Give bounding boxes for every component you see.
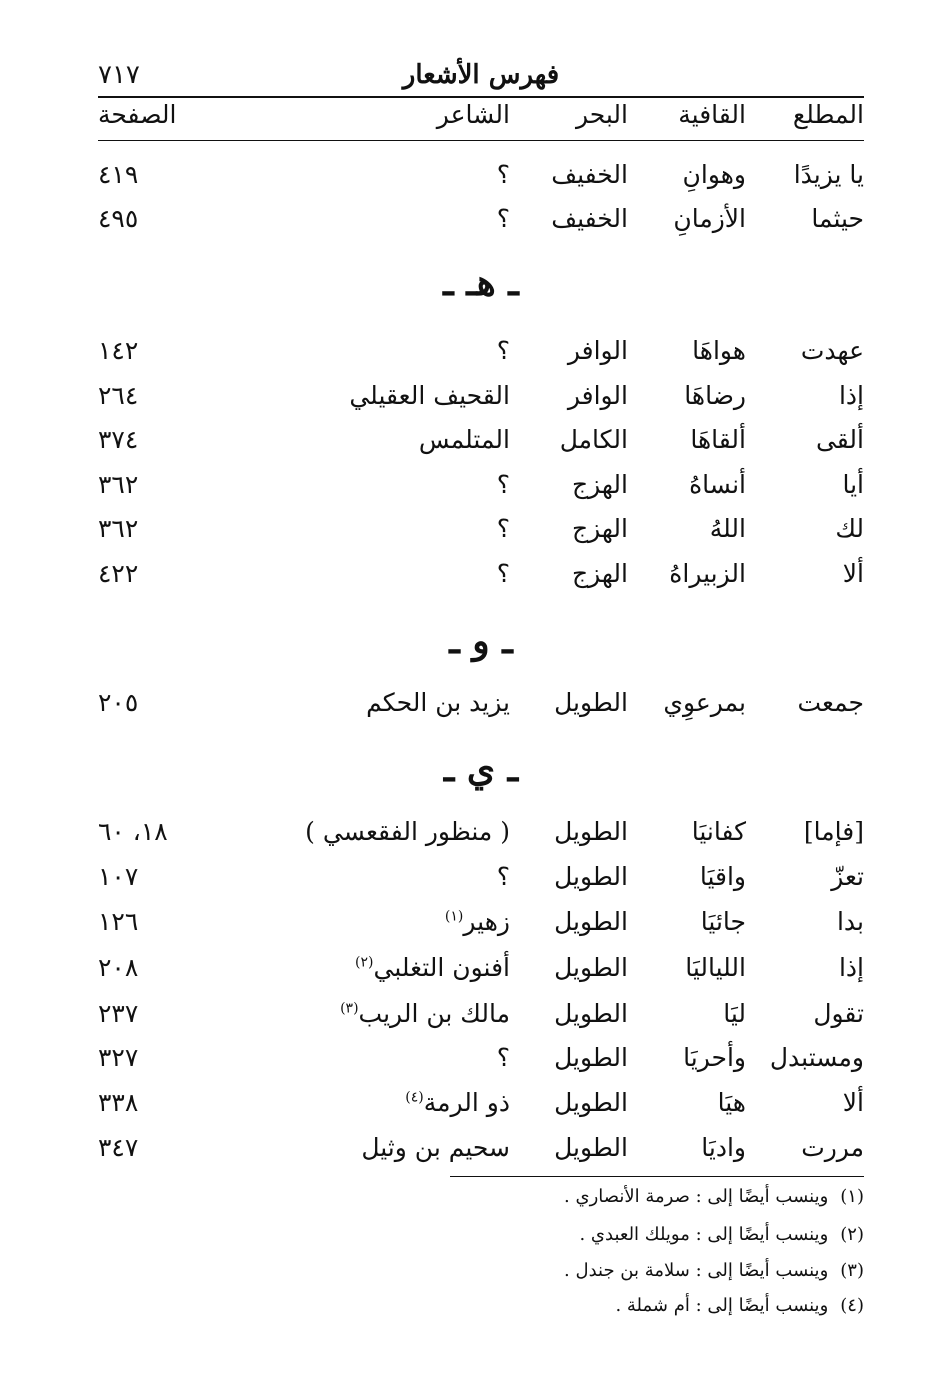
poet-name: زهير	[463, 907, 510, 936]
column-header-matla: المطلع	[792, 100, 864, 129]
page-cell: ١٢٦	[98, 907, 139, 936]
bahr-cell: الطويل	[554, 953, 628, 982]
page-cell: ٢٣٧	[98, 999, 139, 1028]
qafia-cell: ألقاهَا	[690, 425, 746, 454]
bahr-cell: الطويل	[554, 907, 628, 936]
footnote	[364, 1186, 864, 1214]
poet-cell: ؟	[496, 514, 510, 543]
table-row	[98, 953, 864, 997]
table-row	[98, 470, 864, 514]
matla-cell: ألا	[842, 559, 864, 588]
table-row	[98, 425, 864, 469]
qafia-cell: الزبيراهُ	[669, 559, 746, 588]
poet-cell: ؟	[496, 559, 510, 588]
qafia-cell: أنساهُ	[689, 470, 746, 499]
bahr-cell: الخفيف	[551, 204, 628, 233]
section-heading-ha: ـ هـ ـ	[443, 262, 519, 304]
poet-cell: ( منظور الفقعسي )	[305, 817, 510, 846]
footnote-number: (٤)	[840, 1295, 864, 1316]
qafia-cell: كفانيَا	[691, 817, 746, 846]
matla-cell: مررت	[801, 1133, 864, 1162]
matla-cell: أيا	[842, 470, 864, 499]
bahr-cell: الطويل	[554, 688, 628, 717]
footnote-ref: (٤)	[405, 1089, 424, 1106]
qafia-cell: اللهُ	[709, 514, 746, 543]
qafia-cell: هيَا	[717, 1088, 746, 1117]
poet-cell	[445, 907, 510, 936]
page-cell: ٣٦٢	[98, 514, 139, 543]
table-row	[98, 336, 864, 380]
qafia-cell: ليَا	[723, 999, 746, 1028]
footnote-ref: (٣)	[340, 1000, 359, 1017]
page-cell: ٢٦٤	[98, 381, 139, 410]
page-cell: ٤٩٥	[98, 204, 139, 233]
footnote	[364, 1260, 864, 1288]
footnote-number: (١)	[840, 1186, 864, 1207]
poet-cell	[355, 953, 510, 982]
page-cell: ١٨، ٦٠	[98, 817, 168, 846]
table-row	[98, 514, 864, 558]
page-cell: ٣٦٢	[98, 470, 139, 499]
table-row	[98, 1133, 864, 1177]
bahr-cell: الوافر	[567, 336, 628, 365]
qafia-cell: هواهَا	[692, 336, 746, 365]
bahr-cell: الطويل	[554, 1088, 628, 1117]
page-cell: ٤١٩	[98, 160, 139, 189]
page-cell: ٢٠٥	[98, 688, 139, 717]
page-cell: ٣٤٧	[98, 1133, 139, 1162]
page-cell: ٤٢٢	[98, 559, 139, 588]
table-row	[98, 999, 864, 1043]
matla-cell: [فإما]	[803, 817, 864, 846]
table-row	[98, 1088, 864, 1132]
poet-cell: سحيم بن وثيل	[361, 1133, 510, 1162]
running-head	[98, 56, 864, 96]
matla-cell: إذا	[838, 381, 864, 410]
page-title: فهرس الأشعار	[402, 60, 560, 90]
matla-cell: عهدت	[800, 336, 864, 365]
bahr-cell: الهزج	[571, 514, 628, 543]
bahr-cell: الطويل	[554, 1133, 628, 1162]
page-cell: ٣٣٨	[98, 1088, 139, 1117]
column-header-qafia: القافية	[678, 100, 746, 129]
matla-cell: إذا	[838, 953, 864, 982]
table-row	[98, 160, 864, 204]
bahr-cell: الطويل	[554, 999, 628, 1028]
poet-cell: المتلمس	[418, 425, 510, 454]
footnote-text: وينسب أيضًا إلى : صرمة الأنصاري .	[564, 1186, 829, 1207]
poet-cell: ؟	[496, 336, 510, 365]
matla-cell: يا يزيدًا	[793, 160, 864, 189]
column-header-row	[98, 100, 864, 144]
matla-cell: ألا	[842, 1088, 864, 1117]
page-cell: ٣٢٧	[98, 1043, 139, 1072]
table-row	[98, 907, 864, 951]
page-cell: ٢٠٨	[98, 953, 139, 982]
section-heading-ya: ـ ي ـ	[443, 748, 519, 790]
page-cell: ٣٧٤	[98, 425, 139, 454]
qafia-cell: واديَا	[701, 1133, 746, 1162]
matla-cell: تعزّ	[831, 862, 864, 891]
footnote-number: (٢)	[840, 1224, 864, 1245]
page-cell: ١٤٢	[98, 336, 139, 365]
table-row	[98, 862, 864, 906]
matla-cell: تقول	[813, 999, 864, 1028]
bahr-cell: الهزج	[571, 470, 628, 499]
poet-cell: ؟	[496, 204, 510, 233]
table-row	[98, 817, 864, 861]
poet-cell: يزيد بن الحكم	[366, 688, 510, 717]
page-cell: ١٠٧	[98, 862, 139, 891]
footnote-text: وينسب أيضًا إلى : مويلك العبدي .	[579, 1224, 829, 1245]
matla-cell: بدا	[836, 907, 864, 936]
poet-cell	[405, 1088, 510, 1117]
footnote-ref: (١)	[444, 908, 464, 925]
poet-cell: القحيف العقيلي	[349, 381, 510, 410]
qafia-cell: جائيَا	[700, 907, 746, 936]
matla-cell: ومستبدل	[769, 1043, 864, 1072]
qafia-cell: وأحريَا	[683, 1043, 746, 1072]
column-header-page: الصفحة	[98, 100, 177, 129]
footnote-text: وينسب أيضًا إلى : سلامة بن جندل .	[564, 1260, 829, 1281]
footnote-ref: (٢)	[355, 954, 374, 971]
table-row	[98, 1043, 864, 1087]
table-row	[98, 688, 864, 732]
footnote	[364, 1224, 864, 1252]
qafia-cell: واقيَا	[699, 862, 746, 891]
poet-cell: ؟	[496, 160, 510, 189]
column-header-poet: الشاعر	[436, 100, 510, 129]
bahr-cell: الطويل	[554, 862, 628, 891]
poet-name: أفنون التغلبي	[373, 953, 510, 982]
qafia-cell: وهوانِ	[682, 160, 746, 189]
qafia-cell: الأزمانِ	[673, 204, 746, 233]
footnote-text: وينسب أيضًا إلى : أم شملة .	[615, 1295, 829, 1316]
table-row	[98, 381, 864, 425]
matla-cell: لك	[835, 514, 864, 543]
table-row	[98, 559, 864, 603]
table-row	[98, 204, 864, 248]
matla-cell: حيثما	[811, 204, 864, 233]
bahr-cell: الخفيف	[551, 160, 628, 189]
bahr-cell: الوافر	[567, 381, 628, 410]
qafia-cell: بمرعوِي	[663, 688, 746, 717]
bahr-cell: الطويل	[554, 817, 628, 846]
footnote-number: (٣)	[840, 1260, 864, 1281]
section-heading-waw: ـ و ـ	[449, 620, 513, 662]
bahr-cell: الهزج	[571, 559, 628, 588]
bahr-cell: الكامل	[559, 425, 628, 454]
matla-cell: ألقى	[815, 425, 864, 454]
footnote	[364, 1295, 864, 1323]
qafia-cell: رضاهَا	[684, 381, 746, 410]
page-number: ٧١٧	[98, 60, 140, 90]
poet-name: ذو الرمة	[423, 1088, 510, 1117]
matla-cell: جمعت	[797, 688, 864, 717]
footnote-rule	[450, 1176, 864, 1177]
poet-cell: ؟	[496, 1043, 510, 1072]
column-header-rule	[98, 140, 864, 141]
poet-cell: ؟	[496, 862, 510, 891]
qafia-cell: اللياليَا	[685, 953, 746, 982]
bahr-cell: الطويل	[554, 1043, 628, 1072]
poet-cell	[340, 999, 510, 1028]
poet-cell: ؟	[496, 470, 510, 499]
header-rule	[98, 96, 864, 98]
column-header-bahr: البحر	[575, 100, 628, 129]
poet-name: مالك بن الريب	[358, 999, 510, 1028]
